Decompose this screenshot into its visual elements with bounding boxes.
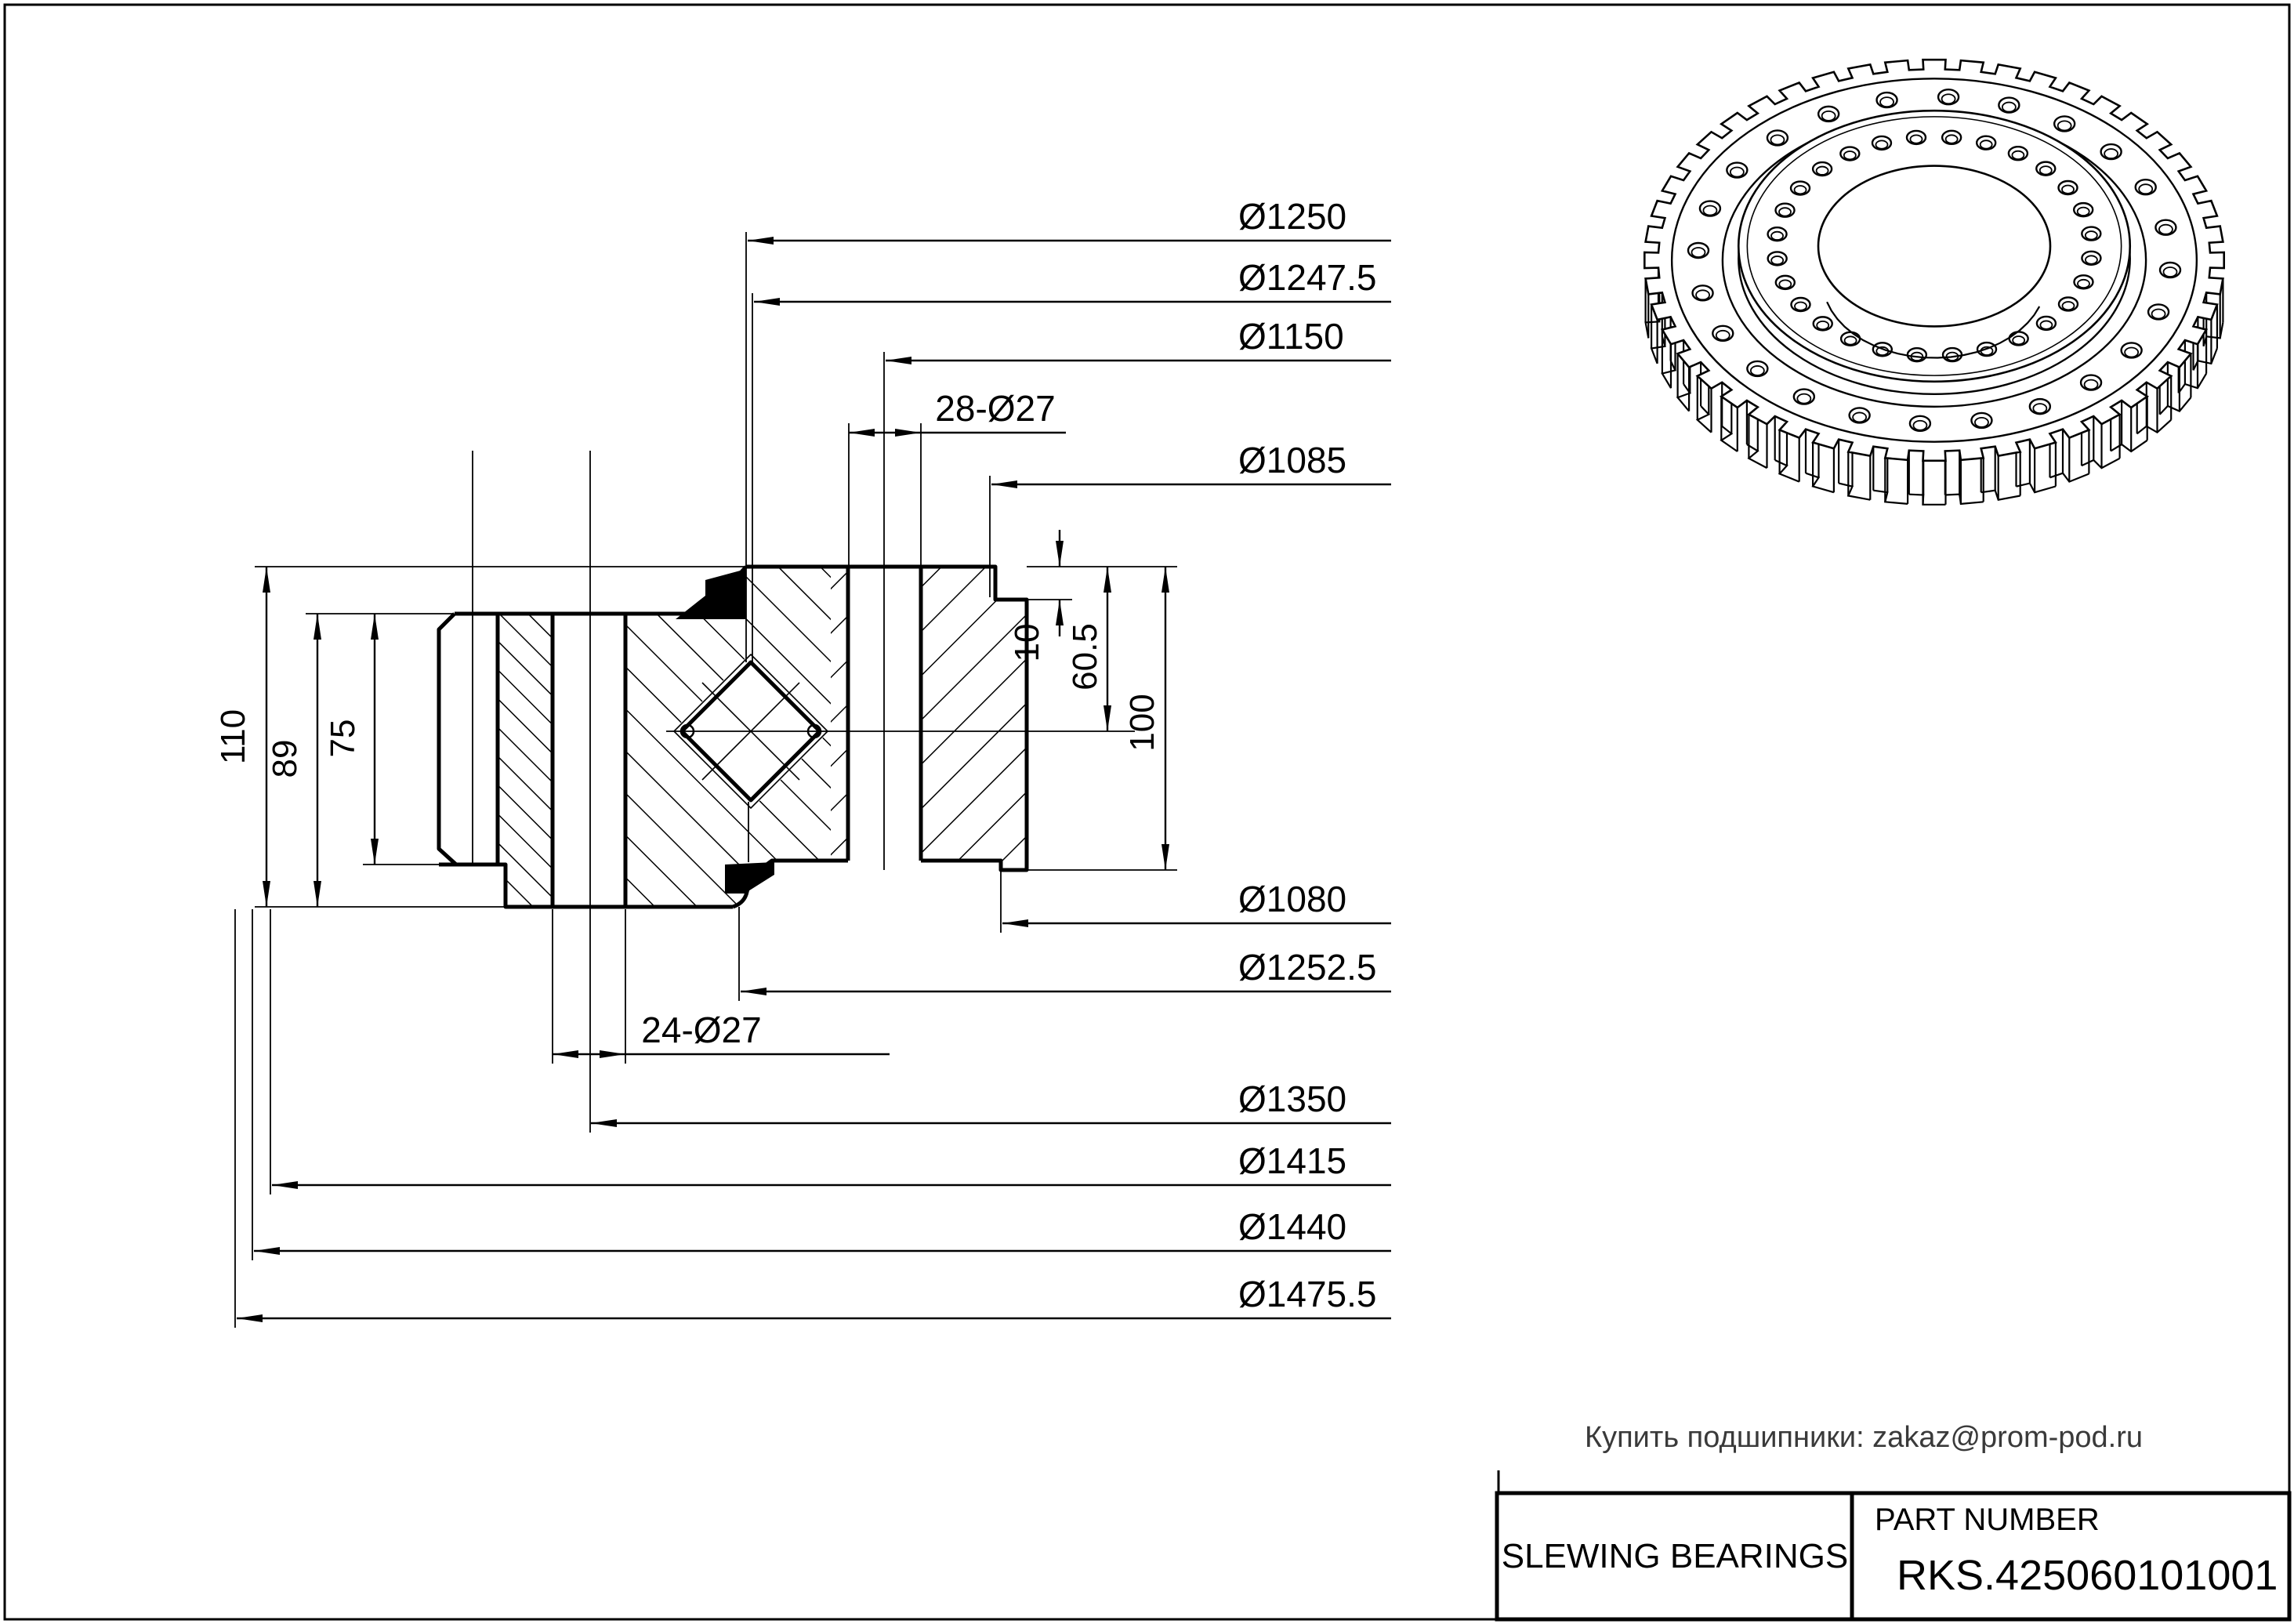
inner-bolt-hole [1776,276,1795,289]
outer-bolt-hole [2054,116,2075,131]
outer-bolt-hole [2081,375,2101,390]
bottom-seal [725,862,774,894]
inner-bolt-hole [1814,317,1832,330]
inner-bolt-hole [2074,203,2093,216]
inner-bolt-hole [1942,131,1961,144]
outer-bolt-hole [1971,413,1991,428]
dim-label-75: 75 [324,719,362,758]
outer-bolt-hole [1850,408,1870,422]
outer-bolt-hole [1910,416,1930,431]
dim-label-60-5: 60.5 [1066,623,1104,691]
dim-label-d1440: Ø1440 [1238,1206,1347,1247]
dim-label-d1350: Ø1350 [1238,1078,1347,1119]
outer-bolt-hole [2122,343,2142,357]
outer-bolt-hole [2148,304,2169,319]
isometric-bearing-view [1644,60,2223,505]
inner-bolt-hole [2074,275,2093,288]
inner-bolt-hole [2009,147,2028,160]
dim-label-d1080: Ø1080 [1238,879,1347,919]
inner-bolt-hole [1872,136,1891,150]
outer-bolt-hole [1700,201,1720,216]
inner-bolt-hole [2059,181,2078,194]
inner-bolt-hole [2037,317,2056,330]
inner-bolt-hole [1791,298,1810,311]
inner-bolt-hole [1977,136,1995,150]
inner-bolt-hole [1813,162,1832,176]
inner-bolt-hole [2059,297,2078,310]
title-block-category: SLEWING BEARINGS [1501,1537,1849,1575]
hatch-outer-ring [831,567,1027,870]
outer-bolt-hole [2101,144,2122,159]
outer-bolt-hole [2030,399,2050,414]
dim-label-10: 10 [1008,623,1046,662]
dim-label-100: 100 [1123,694,1161,752]
inner-bolt-hole [1841,332,1860,346]
outer-bolt-hole [1747,361,1767,376]
inner-bolt-hole [1907,131,1926,144]
outer-bolt-hole [2136,179,2156,194]
outer-bolt-hole [1727,163,1747,178]
inner-bolt-hole [1776,204,1795,217]
dim-label-d1415: Ø1415 [1238,1140,1347,1181]
outer-bolt-hole [1688,243,1709,258]
inner-bolt-hole [1908,348,1926,361]
outer-bolt-hole [1693,285,1713,300]
inner-bolt-hole [1943,348,1962,361]
inner-bolt-hole [2010,332,2028,345]
outer-bolt-hole [2155,220,2176,235]
part-number-label: PART NUMBER [1875,1503,2100,1537]
dim-label-d1250: Ø1250 [1238,196,1347,237]
top-seal [676,569,746,619]
dim-label-28holes: 28-Ø27 [935,388,1056,429]
dim-label-d1150: Ø1150 [1238,316,1344,357]
inner-bolt-hole [2036,162,2055,176]
dim-label-d1085: Ø1085 [1238,440,1347,480]
inner-bolt-hole [1791,182,1810,195]
dim-label-24holes: 24-Ø27 [641,1010,762,1050]
outer-bolt-hole [1767,130,1788,145]
dim-label-89: 89 [266,739,304,778]
contact-text: Купить подшипники: zakaz@prom-pod.ru [1584,1421,2144,1454]
outer-bolt-hole [2160,263,2180,277]
inner-bolt-hole [1768,227,1787,241]
dim-label-110: 110 [214,709,252,765]
inner-bolt-hole [2082,227,2100,241]
dim-label-d1475-5: Ø1475.5 [1238,1274,1377,1314]
outer-bolt-hole [1999,98,2019,113]
outer-bolt-hole [1794,390,1814,404]
outer-bolt-hole [1712,326,1733,341]
left-bolt-channel-walls [553,614,625,907]
inner-bolt-hole [1768,252,1787,265]
dim-label-d1252-5: Ø1252.5 [1238,947,1377,988]
inner-bolt-hole [2082,252,2100,265]
bore-top-edge [1818,166,2050,327]
inner-bolt-hole [1840,147,1859,161]
title-block [1497,1470,2289,1619]
outer-bolt-hole [1877,92,1897,107]
dim-label-d1247-5: Ø1247.5 [1238,257,1377,298]
cross-section-view [214,196,1391,1328]
part-number-value: RKS.425060101001 [1897,1552,2278,1599]
outer-bolt-hole [1938,89,1959,104]
outer-bolt-hole [1818,107,1839,121]
